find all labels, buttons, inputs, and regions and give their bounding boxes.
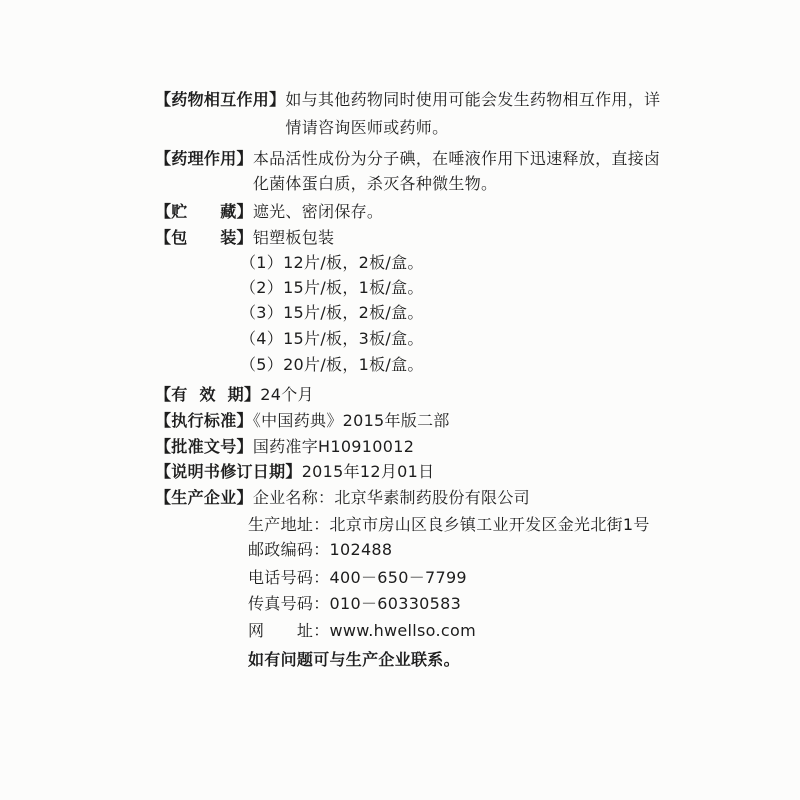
manufacturer-fax-row xyxy=(248,594,461,614)
manufacturer-address: 北京市房山区良乡镇工业开发区金光北街1号 xyxy=(329,515,650,534)
manufacturer-postcode-row xyxy=(248,540,392,560)
packaging-spec-2: （2）15片/板，1板/盒。 xyxy=(240,278,424,297)
standard-value: 《中国药典》2015年版二部 xyxy=(252,411,450,430)
pharmacology-label: 【药理作用】 xyxy=(155,149,253,168)
pharmacology-line-1: 本品活性成份为分子碘，在唾液作用下迅速释放，直接卤 xyxy=(252,149,661,168)
manufacturer-field-key: 传真号码： xyxy=(248,594,330,613)
drug-interactions-text xyxy=(285,86,660,142)
section-packaging xyxy=(155,228,334,248)
section-drug-interactions xyxy=(155,86,660,142)
section-manufacturer xyxy=(155,488,530,508)
manufacturer-website-row xyxy=(248,621,476,641)
validity-label: 【有 效 期】 xyxy=(155,385,261,404)
manufacturer-phone-row xyxy=(248,568,467,588)
storage-label: 【贮 藏】 xyxy=(155,202,253,221)
packaging-spec-1: （1）12片/板，2板/盒。 xyxy=(240,253,424,272)
manufacturer-address-row xyxy=(248,515,650,535)
pharmacology-text xyxy=(253,146,661,196)
revision-value: 2015年12月01日 xyxy=(301,462,435,481)
section-validity xyxy=(155,385,314,405)
section-storage xyxy=(155,202,383,222)
manufacturer-field-key: 邮政编码： xyxy=(248,540,330,559)
pharmacology-line-2: 化菌体蛋白质，杀灭各种微生物。 xyxy=(252,174,498,193)
section-approval-number xyxy=(155,437,414,457)
section-pharmacology xyxy=(155,146,660,196)
approval-label: 【批准文号】 xyxy=(155,437,253,456)
revision-label: 【说明书修订日期】 xyxy=(155,462,302,481)
drug-interactions-line-1: 如与其他药物同时使用可能会发生药物相互作用，详 xyxy=(285,90,661,109)
manufacturer-contact-note: 如有问题可与生产企业联系。 xyxy=(248,650,460,669)
manufacturer-website: www.hwellso.com xyxy=(329,621,476,640)
approval-value: 国药准字H10910012 xyxy=(252,437,415,456)
manufacturer-field-key: 企业名称： xyxy=(252,488,335,507)
packaging-label: 【包 装】 xyxy=(155,228,253,247)
section-standard xyxy=(155,411,450,431)
validity-value: 24个月 xyxy=(260,385,314,404)
manufacturer-company-name: 北京华素制药股份有限公司 xyxy=(334,488,530,507)
drug-interactions-line-2: 情请咨询医师或药师。 xyxy=(285,118,449,137)
packaging-spec-5: （5）20片/板，1板/盒。 xyxy=(240,355,424,374)
manufacturer-field-key: 网 址： xyxy=(248,621,330,640)
manufacturer-label: 【生产企业】 xyxy=(155,488,253,507)
packaging-spec-4: （4）15片/板，3板/盒。 xyxy=(240,329,424,348)
drug-interactions-label: 【药物相互作用】 xyxy=(155,90,286,109)
packaging-value: 铝塑板包装 xyxy=(252,228,335,247)
manufacturer-postcode: 102488 xyxy=(329,540,393,559)
manufacturer-field-key: 生产地址： xyxy=(248,515,330,534)
standard-label: 【执行标准】 xyxy=(155,411,253,430)
manufacturer-fax: 010－60330583 xyxy=(329,594,462,613)
section-revision-date xyxy=(155,462,434,482)
manufacturer-field-key: 电话号码： xyxy=(248,568,330,587)
storage-value: 遮光、密闭保存。 xyxy=(252,202,384,221)
packaging-spec-3: （3）15片/板，2板/盒。 xyxy=(240,303,424,322)
manufacturer-phone: 400－650－7799 xyxy=(329,568,467,587)
